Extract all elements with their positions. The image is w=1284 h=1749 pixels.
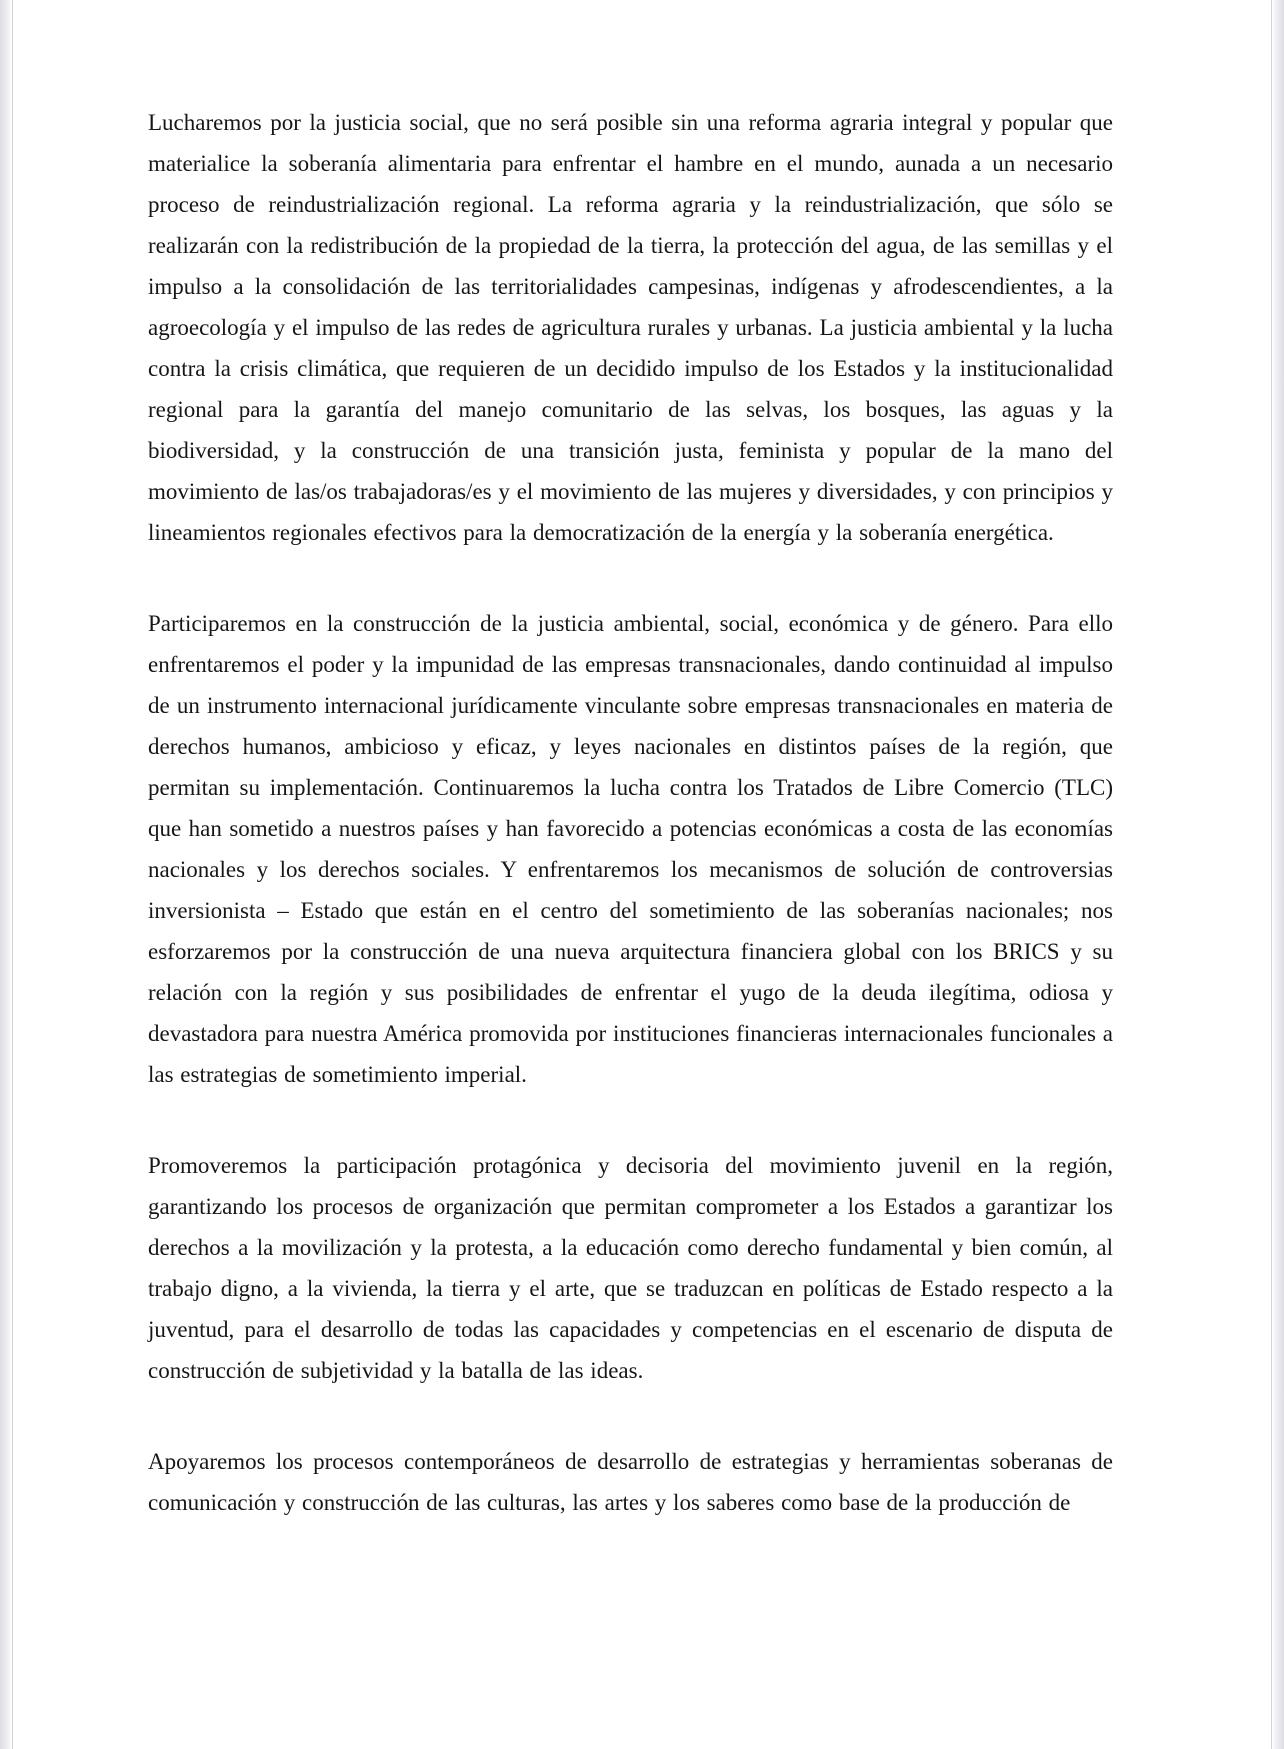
paragraph-youth-participation: Promoveremos la participación protagónica y decisoria del movimiento juvenil en la región, garantizando los procesos de organización que permitan comprometer a los Estados a garantizar los derechos a la movilización y la protesta, a la educación como derecho fundamental y bien común, al trabajo digno, a la vivienda, la tierra y el arte, que se traduzcan en políticas de Estado respecto a la juventud, para el desarrollo de todas las capacidades y competencias en el escenario de disputa de construcción de subjetividad y la batalla de las ideas. (148, 1153, 1113, 1383)
paragraph-communication-culture: Apoyaremos los procesos contemporáneos de desarrollo de estrategias y herramientas soberanas de comunicación y construcción de las culturas, las artes y los saberes como base de la producción de (148, 1449, 1113, 1515)
paragraph-social-justice: Lucharemos por la justicia social, que no será posible sin una reforma agraria integral y popular que materialice la soberanía alimentaria para enfrentar el hambre en el mundo, aunada a un necesario proceso de reindustrialización regional. La reforma agraria y la reindustrialización, que sólo se realizarán con la redistribución de la propiedad de la tierra, la protección del agua, de las semillas y el impulso a la consolidación de las territorialidades campesinas, indígenas y afrodescendientes, a la agroecología y el impulso de las redes de agricultura rurales y urbanas. La justicia ambiental y la lucha contra la crisis climática, que requieren de un decidido impulso de los Estados y la institucionalidad regional para la garantía del manejo comunitario de las selvas, los bosques, las aguas y la biodiversidad, y la construcción de una transición justa, feminista y popular de la mano del movimiento de las/os trabajadoras/es y el movimiento de las mujeres y diversidades, y con principios y lineamientos regionales efectivos para la democratización de la energía y la soberanía energética. (148, 110, 1113, 545)
paragraph-environmental-justice: Participaremos en la construcción de la justicia ambiental, social, económica y de género. Para ello enfrentaremos el poder y la impunidad de las empresas transnacionales, dando continuidad al impulso de un instrumento internacional jurídicamente vinculante sobre empresas transnacionales en materia de derechos humanos, ambicioso y eficaz, y leyes nacionales en distintos países de la región, que permitan su implementación. Continuaremos la lucha contra los Tratados de Libre Comercio (TLC) que han sometido a nuestros países y han favorecido a potencias económicas a costa de las economías nacionales y los derechos sociales. Y enfrentaremos los mecanismos de solución de controversias inversionista – Estado que están en el centro del sometimiento de las soberanías nacionales; nos esforzaremos por la construcción de una nueva arquitectura financiera global con los BRICS y su relación con la región y sus posibilidades de enfrentar el yugo de la deuda ilegítima, odiosa y devastadora para nuestra América promovida por instituciones financieras internacionales funcionales a las estrategias de sometimiento imperial. (148, 611, 1113, 1087)
